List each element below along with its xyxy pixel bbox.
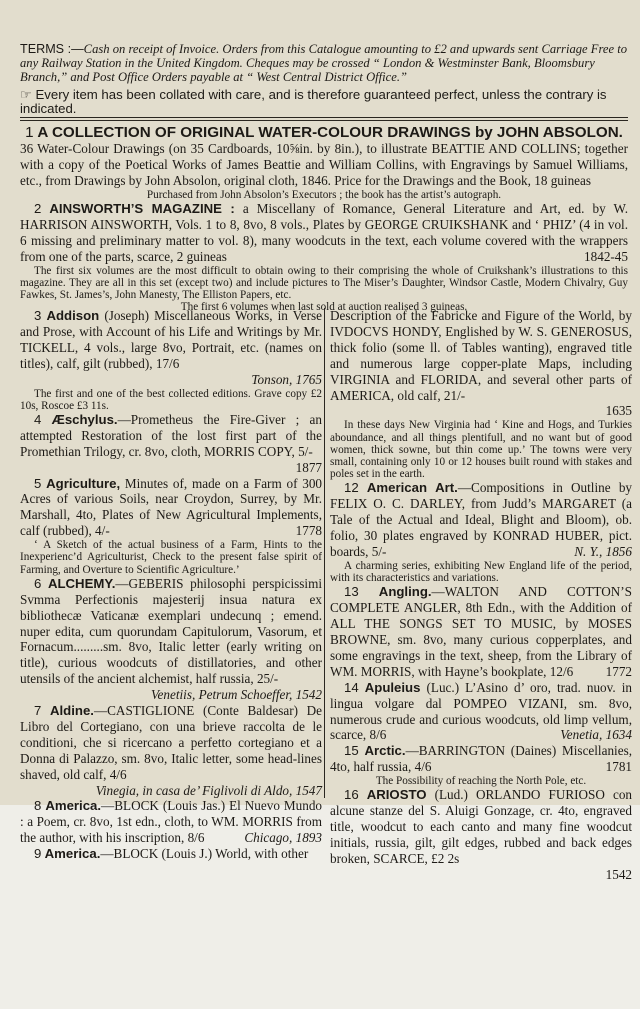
entry-imprint: 1772 — [605, 663, 632, 679]
entry-note: The first and one of the best collected editions. Grave copy £2 10s, Roscoe £3 11s. — [20, 387, 322, 412]
entry-body: (Lud.) ORLANDO FURIOSO con alcune stanze del S. Aluigi Gonzage, cr. 4to, engraved title, woodcut to each canto and many fine woodcut initials, russia, gilt, gilt edges, rubbed and back edges broken, SCARCE, £2 2s — [330, 787, 633, 866]
entry-heading: America. — [44, 846, 101, 862]
entry-number: 3 — [34, 308, 42, 323]
entry-number: 2 — [34, 200, 42, 216]
entry-body: —WALTON AND COTTON’S COMPLETE ANGLER, 8th Edn., with the Addition of ALL THE SONGS SET TO MUSIC, by MOSES BROWNE, sm. 8vo, many curious copperplates, and some engravings in the text, sheep, from the Library of WM. MORRIS, with Hayne’s bookplate, 12/6 — [330, 584, 632, 679]
entry-imprint: 1877 — [295, 459, 322, 475]
entry-imprint: Venetia, 1634 — [560, 727, 632, 743]
entry-number: 8 — [34, 798, 42, 814]
terms-text: Cash on receipt of Invoice. Orders from this Catalogue amounting to £2 and upwards sent Carriage Free to any Railway Station in the United Kingdom. Cheques may be crossed “ London & Westminster Bank, Bloomsbury Branch,” and Post Office Orders payable at “ West Central District Office.” — [20, 42, 628, 85]
entry-heading: Angling. — [378, 584, 432, 600]
entry-number: 4 — [34, 411, 42, 427]
entry-body: Description of the Fabricke and Figure of the World, by IVDOCVS HONDY, Englished by W. S. GENEROSUS, thick folio (some ll. of Tables wanting), engraved title and numerous large copper-plate Maps, including VIRGINIA and FLORIDA, and several other parts of AMERICA, old calf, 21/- — [330, 308, 632, 403]
entry-imprint: 1635 — [605, 403, 632, 419]
entry-imprint: N. Y., 1856 — [574, 543, 632, 559]
entry-note: A charming series, exhibiting New England life of the period, with its characteristics and variations. — [330, 559, 632, 585]
entry-imprint: 1781 — [605, 759, 632, 775]
entry-date: 1842-45 — [584, 248, 628, 264]
entry-body: —BLOCK (Louis J.) World, with other — [100, 846, 309, 862]
entry-imprint: Venetiis, Petrum Schoeffer, 1542 — [150, 687, 322, 703]
entry-note: ‘ A Sketch of the actual business of a Farm, Hints to the Inexperienc’d Agriculturist, Check to the present false spirit of Farming, and Overture to Scientific Agriculture.’ — [20, 539, 322, 576]
entry-number: 9 — [34, 846, 42, 862]
entry-note: In these days New Virginia had ‘ Kine and Hogs, and Turkies aboundance, and all things plentifull, and no want but of good women, thick sowne, but thin come up.’ The towns were very small, containing only 10 or 12 houses built round with stakes and poles set in the earth. — [330, 419, 632, 481]
entry-body: (Joseph) Miscellaneous Works, in Verse and Prose, with Account of his Life and Writings by Mr. TICKELL, 4 vols., large 8vo, Portrait, etc. (names on titles), calf, gilt (rubbed), 17/6 — [20, 308, 323, 371]
column-divider — [324, 308, 325, 798]
terms-label: TERMS :— — [20, 42, 84, 56]
collation-notice: ☞ Every item has been collated with care, and is therefore guaranteed perfect, unless the contrary is indicated. — [20, 87, 607, 117]
entry-note: The first six volumes are the most difficult to obtain owing to their comprising the whole of Cruikshank’s illustrations to this magazine. They are all in this set (except two) and include pictures to The Miser’s Daughter, Windsor Castle, Modern Chivalry, Guy Fawkes, St. James’s, John Manesty, The Elliston Papers, etc. — [20, 264, 628, 301]
entry-note: The Possibility of reaching the North Pole, etc. — [375, 775, 587, 788]
entry-number: 6 — [34, 575, 42, 591]
entry-note: The first 6 volumes when last sold at auction realised 3 guineas. — [180, 301, 468, 314]
entry-body: Minutes of, made on a Farm of 300 Acres of various Soils, near Croydon, Surrey, by Mr. Marshall, 4to, Plates of New Agricultural Implements, calf (rubbed), 4/- — [20, 475, 323, 539]
entry-imprint: Tonson, 1765 — [251, 371, 322, 387]
entry-heading: ALCHEMY. — [47, 575, 116, 591]
entry-number: 1 — [25, 124, 34, 141]
header-rule-top — [20, 117, 628, 118]
entry-number: 16 — [344, 787, 359, 803]
entry-imprint: Chicago, 1893 — [244, 830, 322, 846]
entry-body: —Compositions in Outline by FELIX O. C. DARLEY, from Judd’s MARGARET (a Tale of the Actual and Ideal, Blight and Bloom), ob. folio, 30 plates engraved by KONRAD HUBER, pict. boards, 5/- — [330, 480, 633, 559]
entry-heading: Æschylus. — [51, 411, 118, 427]
terms-header — [20, 42, 628, 85]
entry-heading: A COLLECTION OF ORIGINAL WATER-COLOUR DRAWINGS by JOHN ABSOLON. — [37, 124, 623, 141]
entry-heading: American Art. — [366, 480, 458, 496]
entry-number: 7 — [34, 703, 42, 719]
entry-note: Purchased from John Absolon’s Executors ; the book has the artist’s autograph. — [146, 188, 502, 201]
entry-heading: ARIOSTO — [366, 787, 427, 803]
entry-heading: Addison — [46, 308, 100, 323]
entry-heading: America. — [45, 798, 102, 814]
entry-imprint: 1778 — [295, 523, 322, 539]
entry-body: —BARRINGTON (Daines) Miscellanies, 4to, half russia, 4/6 — [330, 743, 632, 775]
entry-heading: AINSWORTH’S MAGAZINE : — [49, 200, 235, 216]
entry-body: 36 Water-Colour Drawings (on 35 Cardboards, 10⅝in. by 8in.), to illustrate BEATTIE AND COLLINS; together with a copy of the Poetical Works of James Beattie and William Collins, with Engravings by Samuel Williams, etc., from Drawings by John Absolon, original cloth, 1846. Price for the Drawings and the Book, 18 guineas — [20, 141, 628, 188]
left-column — [20, 308, 322, 862]
entry-heading: Arctic. — [364, 743, 406, 759]
right-column — [330, 308, 632, 883]
entry-imprint: Vinegia, in casa de’ Figlivoli di Aldo, 1547 — [95, 782, 322, 798]
entry-body: (Luc.) L’Asino d’ oro, trad. nuov. in lingua volgare dal POMPEO VIZANI, sm. 8vo, numerous crude and curious woodcuts, old limp vellum, scarce, 8/6 — [330, 679, 633, 743]
entry-number: 14 — [344, 679, 359, 695]
entry-body: —GEBERIS philosophi perspicissimi Svmma Perfectionis majesterij insua natura ex bibliothecæ Vaticanæ exemplari undecunq ; emend. nuper edita, cum quorundam Capitulorum, Vasorum, et Fornacum.........sm. 8vo, Italic letter (early writing on title), curious woodcuts of distillatories, and other utensils of the ancient alchemist, half russia, 25/- — [20, 575, 322, 687]
entry-number: 5 — [34, 475, 42, 491]
header-rule-bottom — [20, 120, 628, 121]
entry-number: 12 — [344, 480, 359, 496]
entry-body: a Miscellany of Romance, General Literature and Art, ed. by W. HARRISON AINSWORTH, Vols. 1 to 8, 8vo, 8 vols., Plates by GEORGE CRUIKSHANK and ‘ PHIZ’ (4 in vol. 6 missing and preliminary matter to vol. 8), many woodcuts in the text, each volume covered with the wrappers from one of the parts, scarce, 2 guineas — [20, 200, 629, 264]
entry-body: —Prometheus the Fire-Giver ; an attempted Restoration of the lost first part of the Promethian Trilogy, cr. 8vo, cloth, MORRIS COPY, 5/- — [20, 411, 323, 459]
entry-imprint: 1542 — [605, 866, 632, 882]
entry-number: 15 — [344, 743, 359, 759]
entry-heading: Agriculture, — [46, 475, 121, 491]
entry-heading: Apuleius — [364, 679, 421, 695]
entry-body: —BLOCK (Louis Jas.) El Nuevo Mundo : a Poem, cr. 8vo, 1st edn., cloth, to WM. MORRIS from the author, with his inscription, 8/6 — [20, 798, 323, 846]
entry-number: 13 — [344, 584, 359, 600]
entry-body: —CASTIGLIONE (Conte Baldesar) De Libro del Cortegiano, con una brieve raccolta de le conditioni, che si ricercano a perfetto cortegiano et a Donna di Palazzo, sm. 8vo, Italic letter, some head-lines shaved, old calf, 4/6 — [20, 703, 322, 782]
entry-heading: Aldine. — [49, 703, 94, 719]
full-width-entries — [20, 124, 628, 313]
